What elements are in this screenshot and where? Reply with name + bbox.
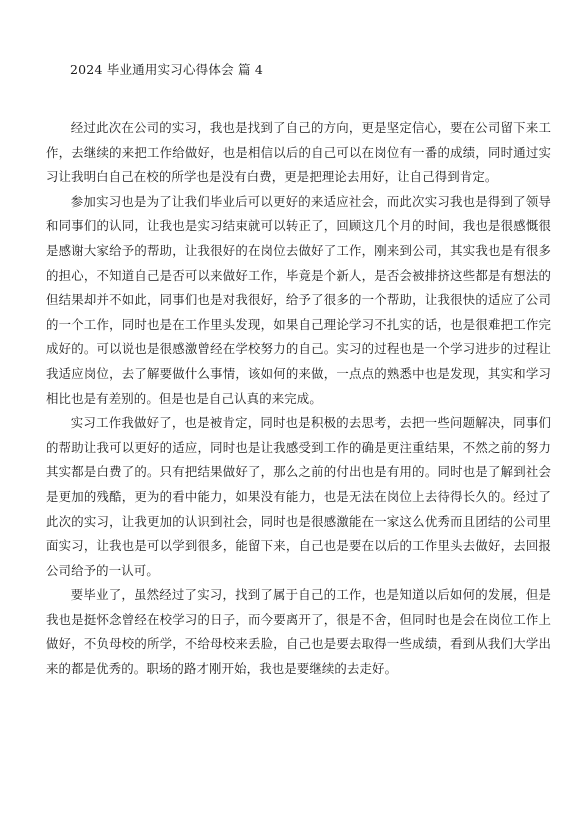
paragraph: 经过此次在公司的实习，我也是找到了自己的方向，更是坚定信心，要在公司留下来工作，去继续的来把工作给做好，也是相信以后的自己可以在岗位有一番的成绩，同时通过实习让我明白自己在校的所学也是没有白费，更是把理论去用好，让自己得到肯定。 — [46, 120, 551, 185]
document-title: 2024 毕业通用实习心得体会 篇 4 — [70, 62, 263, 77]
paragraph: 参加实习也是为了让我们毕业后可以更好的来适应社会，而此次实习我也是得到了领导和同事们的认同，让我也是实习结束就可以转正了，回顾这几个月的时间，我也是很感慨很是感谢大家给予的帮助，让我很好的在岗位去做好了工作，刚来到公司，其实我也是有很多的担心，不知道自己是否可以来做好工作，毕竟是个新人，是否会被排挤这些都是有想法的但结果却并不如此，同事们也是对我很好，给予了很多的一个帮助，让我很快的适应了公司的一个工作，同时也是在工作里头发现，如果自己理论学习不扎实的话，也是很难把工作完成好的。可以说也是很感激曾经在学校努力的自己。实习的过程也是一个学习进步的过程让我适应岗位，去了解要做什么事情，该如何的来做，一点点的熟悉中也是发现，其实和学习相比也是有差别的。但是也是自己认真的来完成。 — [46, 193, 551, 406]
paragraph: 要毕业了，虽然经过了实习，找到了属于自己的工作，也是知道以后如何的发展，但是我也是挺怀念曾经在校学习的日子，而今要离开了，很是不舍，但同时也是会在岗位工作上做好，不负母校的所学，不给母校来丢脸，自己也是要去取得一些成绩，看到从我们大学出来的都是优秀的。职场的路才刚开始，我也是要继续的去走好。 — [46, 587, 551, 677]
document-body — [46, 116, 551, 682]
paragraph: 实习工作我做好了，也是被肯定，同时也是积极的去思考，去把一些问题解决，同事们的帮助让我可以更好的适应，同时也是让我感受到工作的确是更注重结果，不然之前的努力其实都是白费了的。只有把结果做好了，那么之前的付出也是有用的。同时也是了解到社会是更加的残酷，更为的看中能力，如果没有能力，也是无法在岗位上去待得长久的。经过了此次的实习，让我更加的认识到社会，同时也是很感激能在一家这么优秀而且团结的公司里面实习，让我也是可以学到很多，能留下来，自己也是要在以后的工作里头去做好，去回报公司给予的一认可。 — [46, 415, 551, 578]
